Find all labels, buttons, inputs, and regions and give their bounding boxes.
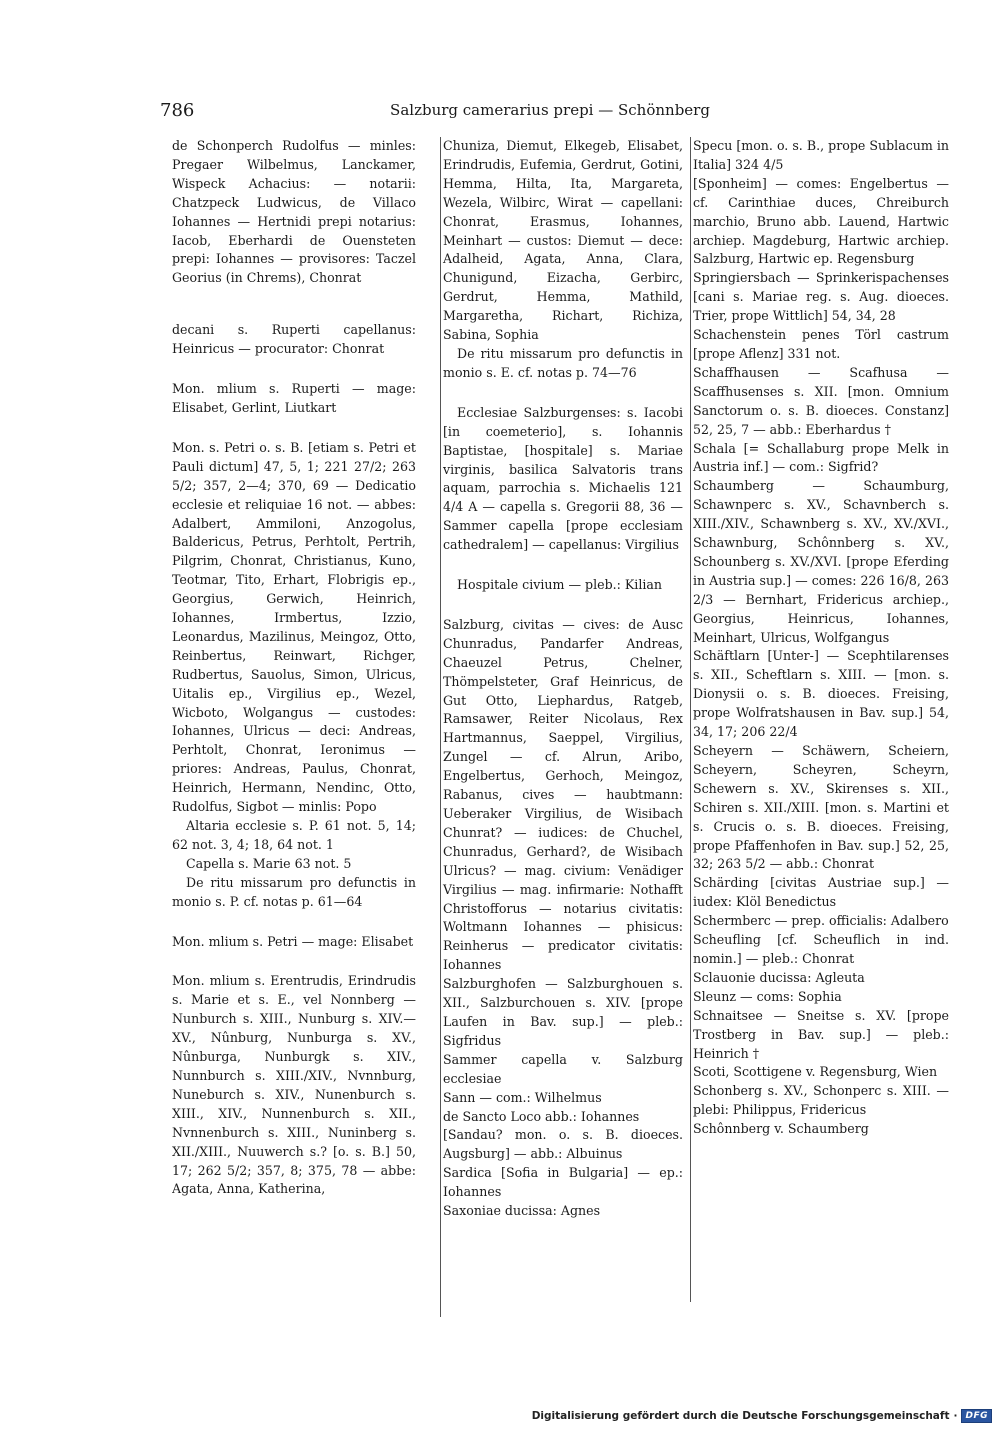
entry-paragraph: Altaria ecclesie s. P. 61 not. 5, 14; 62 not. 3, 4; 18, 64 not. 1 <box>172 818 416 852</box>
digitization-credit <box>532 1409 992 1423</box>
running-head: Salzburg camerarius prepi — Schönnberg <box>390 101 710 119</box>
entry-paragraph: Sann — com.: Wilhelmus <box>443 1089 602 1105</box>
entry-paragraph: Scheufling [cf. Scheuflich in ind. nomin.] — pleb.: Chonrat <box>693 932 949 966</box>
entry-paragraph: decani s. Ruperti capellanus: Heinricus — procurator: Chonrat <box>172 322 416 357</box>
entry-paragraph: Springiersbach — Sprinkerispachenses [cani s. Mariae reg. s. Aug. dioeces. Trier, prope Wittlich] 54, 34, 28 <box>693 270 949 324</box>
entry-paragraph: Mon. mlium s. Ruperti — mage: Elisabet, Gerlint, Liutkart <box>172 381 416 415</box>
entry-paragraph: de Schonperch Rudolfus — minles: Pregaer Wilbelmus, Lanckamer, Wispeck Achacius: — notarii: Chatzpeck Ludwicus, de Villaco Iohannes — Hertnidi prepi notarius: Iacob, Eberhardi de Ouensteten prepi: Iohannes — provisores: Taczel Georius (in Chrems), Chonrat <box>172 138 416 286</box>
entry-paragraph: [Sandau? mon. o. s. B. dioeces. Augsburg] — abb.: Albuinus <box>443 1127 683 1162</box>
entry-paragraph: de Sancto Loco abb.: Iohannes <box>443 1108 640 1124</box>
entry-paragraph: Schäftlarn [Unter-] — Scephtilarenses s. XII., Scheftlarn s. XIII. — [mon. s. Dionysii o. s. B. dioeces. Freising, prope Wolfratshausen in Bav. sup.] 54, 34, 17; 206 22/4 <box>693 648 949 740</box>
entry-paragraph: Schonberg s. XV., Schonperc s. XIII. — plebi: Philippus, Fridericus <box>693 1083 949 1118</box>
entry-paragraph: De ritu missarum pro defunctis in monio s. P. cf. notas p. 61—64 <box>172 874 416 909</box>
entry-paragraph: De ritu missarum pro defunctis in monio s. E. cf. notas p. 74—76 <box>443 345 683 380</box>
entry-paragraph: Schermberc — prep. officialis: Adalbero <box>693 913 949 929</box>
entry-paragraph: Schaffhausen — Scafhusa — Scaffhusenses s. XII. [mon. Omnium Sanctorum o. s. B. dioeces. Constanz] 52, 25, 7 — abb.: Eberhardus † <box>693 364 949 437</box>
entry-paragraph: Mon. s. Petri o. s. B. [etiam s. Petri et Pauli dictum] 47, 5, 1; 221 27/2; 263 5/2; 357, 2—4; 370, 69 — Dedicatio ecclesie et reliquiae 16 not. — abbes: Adalbert, Ammiloni, Anzogolus, Baldericus, Petrus, Perhtolt, Pertrih, Pilgrim, Chonrat, Christianus, Kuno, Teotmar, Tito, Erhart, Flobrigis ep., Georgius, Gerwich, Heinrich, Iohannes, Irmbertus, Izzio, Leonardus, Mazilinus, Meingoz, Otto, Reinbertus, Reinwart, Richger, Rudbertus, Sauolus, Simon, Ulricus, Uitalis ep., Virgilius ep., Wezel, Wicboto, Wolgangus — custodes: Iohannes, Ulricus — deci: Andreas, Perhtolt, Chonrat, Ieronimus — priores: Andreas, Paulus, Chonrat, Heinrich, Hermann, Nendinc, Otto, Rudolfus, Sigbot — minlis: Popo <box>172 439 416 815</box>
credit-text: Digitalisierung gefördert durch die Deutsche Forschungsgemeinschaft <box>531 1410 950 1422</box>
entry-paragraph: [Sponheim] — comes: Engelbertus — cf. Carinthiae duces, Chreiburch marchio, Bruno abb. Lauend, Hartwic archiep. Magdeburg, Hartwic archiep. Salzburg, Hartwic ep. Regensburg <box>693 175 949 267</box>
entry-paragraph: Mon. mlium s. Erentrudis, Erindrudis s. Marie et s. E., vel Nonnberg — Nunburch s. XIII., Nunburg s. XIV.—XV., Nûnburg, Nunburga s. XV., Nûnburga, Nunburgk s. XIV., Nunnburch s. XIII./XIV., Nvnnburg, Nuneburch s. XIV., Nunenburch s. XIII., XIV., Nunnenburch s. XII., Nvnnenburch s. XIII., Nuninberg s. XII./XIII., Nuuwerch s.? [o. s. B.] 50, 17; 262 5/2; 357, 8; 375, 78 — abbe: Agata, Anna, Katherina, <box>172 973 416 1197</box>
separator: · <box>953 1410 958 1422</box>
entry-paragraph: Ecclesiae Salzburgenses: s. Iacobi [in coemeterio], s. Iohannis Baptistae, [hospitale] s. Mariae virginis, basilica Salvatoris trans aquam, parrochia s. Michaelis 121 4/4 A — capella s. Gregorii 88, 36 — Sammer capella [prope ecclesiam cathedralem] — capellanus: Virgilius <box>443 404 683 553</box>
entry-paragraph: Schala [= Schallaburg prope Melk in Austria inf.] — com.: Sigfrid? <box>693 440 949 475</box>
entry-paragraph: Saxoniae ducissa: Agnes <box>443 1203 601 1219</box>
entry-paragraph: Schärding [civitas Austriae sup.] — iudex: Klöl Benedictus <box>693 875 949 910</box>
entry-paragraph: Sclauonie ducissa: Agleuta <box>693 969 865 985</box>
entry-paragraph: Mon. mlium s. Petri — mage: Elisabet <box>172 933 414 949</box>
page-number: 786 <box>160 100 195 121</box>
entry-paragraph: Sleunz — coms: Sophia <box>693 988 842 1004</box>
entry-paragraph: Schnaitsee — Sneitse s. XV. [prope Trostberg in Bav. sup.] — pleb.: Heinrich † <box>693 1007 949 1061</box>
entry-paragraph: Hospitale civium — pleb.: Kilian <box>457 577 663 593</box>
entry-paragraph: Sardica [Sofia in Bulgaria] — ep.: Iohannes <box>443 1165 683 1200</box>
entry-paragraph: Schachenstein penes Törl castrum [prope Aflenz] 331 not. <box>693 327 949 361</box>
dfg-logo: DFG <box>961 1409 992 1423</box>
entry-paragraph: Scoti, Scottigene v. Regensburg, Wien <box>693 1064 938 1080</box>
text-column-middle <box>440 137 683 1317</box>
entry-paragraph: Specu [mon. o. s. B., prope Sublacum in Italia] 324 4/5 <box>693 138 949 172</box>
entry-paragraph: Sammer capella v. Salzburg ecclesiae <box>443 1051 683 1086</box>
entry-paragraph: Capella s. Marie 63 not. 5 <box>186 855 352 871</box>
entry-paragraph: Scheyern — Schäwern, Scheiern, Scheyern, Scheyren, Scheyrn, Schewern s. XV., Skirenses s. XII., Schiren s. XII./XIII. [mon. s. Martini et s. Crucis o. s. B. dioeces. Freising, prope Pfaffenhofen in Bav. sup.] 52, 25, 32; 263 5/2 — abb.: Chonrat <box>693 743 949 872</box>
entry-paragraph: Chuniza, Diemut, Elkegeb, Elisabet, Erindrudis, Eufemia, Gerdrut, Gotini, Hemma, Hilta, Ita, Margareta, Wezela, Wilbirc, Wirat — capellani: Chonrat, Erasmus, Iohannes, Meinhart — custos: Diemut — dece: Adalheid, Agata, Anna, Clara, Chunigund, Eizacha, Gerbirc, Gerdrut, Hemma, Mathild, Margaretha, Richart, Richiza, Sabina, Sophia <box>443 138 683 343</box>
entry-paragraph: Salzburg, civitas — cives: de Ausc Chunradus, Pandarfer Andreas, Chaeuzel Petrus, Chelner, Thömpelsteter, Graf Heinricus, de Gut Otto, Liephardus, Ratgeb, Ramsawer, Reiter Nicolaus, Rex Hartmannus, Saeppel, Virgilius, Zungel — cf. Alrun, Aribo, Engelbertus, Gerhoch, Meingoz, Rabanus, cives — haubtmann: Ueberaker Virgilius, de Wisibach Chunrat? — iudices: de Chuchel, Chunradus, Gerhard?, de Wisibach Ulricus? — mag. civium: Venädiger Virgilius — mag. infirmarie: Nothafft Christofforus — notarius civitatis: Woltmann Iohannes — phisicus: Reinherus — predicator civitatis: Iohannes <box>443 616 683 973</box>
entry-paragraph: Schônnberg v. Schaumberg <box>693 1121 869 1137</box>
entry-paragraph: Schaumberg — Schaumburg, Schawnperc s. XV., Schavnberch s. XIII./XIV., Schawnberg s. XV., XV./XVI., Schawnburg, Schônnberg s. XV., Schounberg s. XV./XVI. [prope Eferding in Austria sup.] — comes: 226 16/8, 263 2/3 — Bernhart, Fridericus archiep., Georgius, Heinricus, Iohannes, Meinhart, Ulricus, Wolfgangus <box>693 478 949 645</box>
text-column-left <box>172 137 416 1317</box>
text-column-right <box>690 137 949 1302</box>
entry-paragraph: Salzburghofen — Salzburghouen s. XII., Salzburchouen s. XIV. [prope Laufen in Bav. sup.] — pleb.: Sigfridus <box>443 976 683 1048</box>
